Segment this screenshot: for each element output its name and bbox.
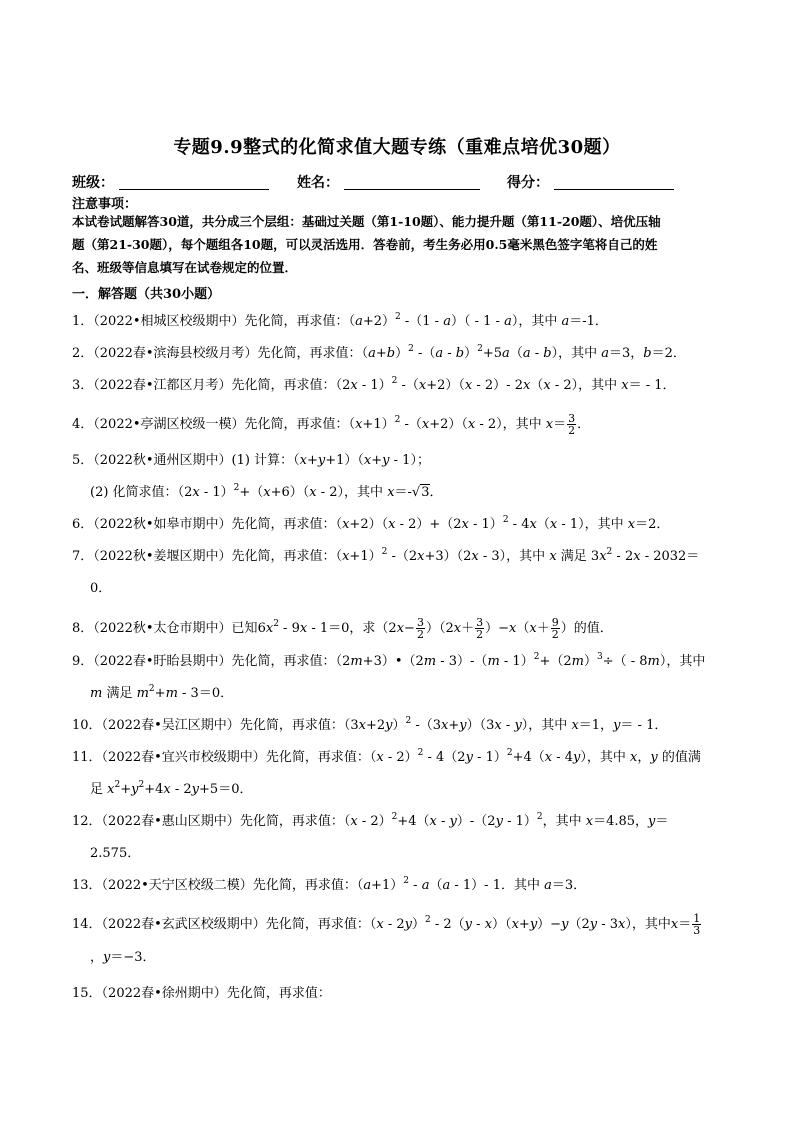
name-field [297,172,480,192]
problem-text: 先化简，再求值： [231,549,336,564]
score-field [507,172,674,192]
problem-text: 先化简，再求值： [265,750,370,765]
math-expression: $(a+b)^2$ -（a - b）$^2$+5a（a - b），其中 a＝3，b＝2． [361,344,686,361]
math-expression: 足 $x^2+y^2+4x - 2y+5=0$． [90,780,253,797]
math-expression: （x - 2y）$^2$ - 2（y - x）（x+y）−y（2y - 3x），其中x＝ $\frac{1}{3}$ [369,912,701,937]
math-expression: ，y＝−3． [90,950,156,965]
problem-source: （2022春•徐州期中） [101,986,227,1001]
math-expression: $6x^2 - 9x - 1=0$，求（2x− $\frac{3}{2}$ ）（2x＋ $\frac{3}{2}$ ）−x（x＋ $\frac{9}{2}$ ）的值． [257,616,613,641]
problem-7 [72,548,699,566]
problem-5 [72,452,430,470]
class-label: 班级： [72,175,114,191]
problem-source: （2022•相城区校级期中） [93,314,245,329]
math-expression: （2x - 1）$^2$+（x+6）（x - 2），其中 x＝-√3． [177,483,443,500]
math-expression: $(3x+2y)^2$ -（3x+y）（3x - y），其中 x＝1，y＝ - 1． [343,716,668,733]
problem-7-cont: 0． [90,581,112,596]
score-blank [554,175,674,190]
problem-text: 先化简，再求值： [252,878,357,893]
problem-8 [72,617,613,640]
problem-13 [72,877,586,895]
problem-12 [72,813,668,831]
math-expression: $(a+2)^2$ -（1 - a）（ - 1 - a），其中 a＝-1． [348,312,608,329]
notice-line: 本试卷试题解答30道，共分成三个层组：基础过关题（第1-10题）、能力提升题（第11-20题）、培优压轴 [72,214,661,229]
math-expression: （x - 2）$^2$ - 4（2y - 1）$^2$+4（x - 4y），其中 x，y 的值满 [369,748,701,765]
problem-text: 先化简，再求值： [231,517,336,532]
notice-text [72,210,722,279]
problem-15 [72,985,331,1003]
problem-source: （2022春•滨海县校级月考） [93,346,258,361]
problem-source: （2022春•惠山区期中） [101,814,240,829]
problem-number: 3． [72,378,94,393]
problem-number: 6． [72,517,94,532]
problem-text: 先化简，再求值： [239,814,344,829]
problem-number: 8． [72,621,94,636]
problem-9-cont [90,685,233,703]
problem-text: 先化简，再求值： [226,986,331,1001]
problem-11 [72,749,701,767]
problem-source: （2022春•江都区月考） [93,378,232,393]
problem-12-cont: 2.575． [90,846,141,861]
problem-source: （2022•天宁区校级二模） [101,878,253,893]
math-expression: （2m+3）•（2m - $3)-(m - 1)^2+(2m)^3\div( - 8m)$，其中 [335,652,706,669]
math-expression: （x - 2）$^2$+4（x - y）-（2y - 1）$^2$，其中 x＝4.85，y＝ [343,812,669,829]
problem-6 [72,516,669,534]
problem-number: 15． [72,986,102,1001]
problem-text: 先化简，再求值： [244,314,349,329]
problem-source: （2022春•宜兴市校级期中） [101,750,266,765]
name-label: 姓名： [297,175,339,191]
problem-3 [72,377,676,395]
problem-text: (2) 化简求值： [90,485,178,500]
problem-text: 先化简，再求值： [265,917,370,932]
math-expression: $(x+1)^2$ -（2x+3）（2x - 3），其中 x 满足 $3x^2 - 2x - 2032=$ [335,547,700,564]
problem-number: 14． [72,917,102,932]
problem-2 [72,345,686,363]
problem-number: 9． [72,654,94,669]
math-expression: $(a+1)^2 - a(a - 1)-$ 1．其中 a＝3． [356,876,587,893]
notice-title: 注意事项： [72,197,138,212]
problem-number: 4． [72,417,94,432]
problem-9 [72,653,705,671]
problem-number: 2． [72,346,94,361]
math-expression: （x+2）（x - 2）+（2x - 1）$^2$ - 4x（x - 1），其中 x＝2． [335,515,670,532]
problem-number: 11． [72,750,102,765]
problem-11-cont [90,781,252,799]
problem-text: 先化简，再求值： [257,346,362,361]
problem-source: （2022春•吴江区期中） [101,718,240,733]
class-blank [119,175,269,190]
math-expression: （x+y+1）（x+y - 1）； [293,453,430,468]
problem-10 [72,717,667,735]
problem-number: 10． [72,718,102,733]
problem-number: 12． [72,814,102,829]
problem-number: 1． [72,314,94,329]
problem-source: （2022秋•姜堰区期中） [93,549,232,564]
problem-14-cont [90,949,156,967]
problem-text: 先化简，再求值： [231,378,336,393]
page-title: 专题9.9整式的化简求值大题专练（重难点培优30题） [173,137,621,158]
problem-source: （2022秋•太仓市期中） [93,621,232,636]
name-blank [344,175,480,190]
notice-line: 名、班级等信息填写在试卷规定的位置． [72,260,298,275]
problem-text: 先化简，再求值： [244,417,349,432]
problem-source: （2022春•玄武区校级期中） [101,917,266,932]
problem-text: 已知 [231,621,258,636]
score-label: 得分： [507,175,549,191]
class-field [72,172,269,192]
problem-number: 13． [72,878,102,893]
problem-14 [72,913,702,936]
problem-1 [72,313,608,331]
problem-number: 5． [72,453,94,468]
problem-source: （2022秋•如皋市期中） [93,517,232,532]
problem-text: 先化简，再求值： [231,654,336,669]
problem-text: 先化简，再求值： [239,718,344,733]
section-heading: 一．解答题（共30小题） [72,287,221,302]
math-expression: $(x+1)^2$ -（x+2）（x - 2），其中 x＝ $\frac{3}{2}$ ． [348,412,591,437]
math-expression: （2x - 1）$^2$ -（x+2）（x - 2）- 2x（x - 2），其中 x＝ - 1． [335,376,676,393]
problem-source: （2022•亭湖区校级一模） [93,417,245,432]
problem-5-part-2 [90,484,443,502]
problem-number: 7． [72,549,94,564]
math-expression: m 满足 $m^2+m - 3=0$． [90,684,234,701]
problem-text: (1) 计算： [231,453,294,468]
problem-source: （2022春•盱眙县期中） [93,654,232,669]
problem-source: （2022秋•通州区期中） [93,453,232,468]
notice-line: 题（第21-30题），每个题组各10题，可以灵活选用．答卷前，考生务必用0.5毫米黑色签字笔将自己的姓 [72,237,658,252]
problem-4 [72,413,590,436]
